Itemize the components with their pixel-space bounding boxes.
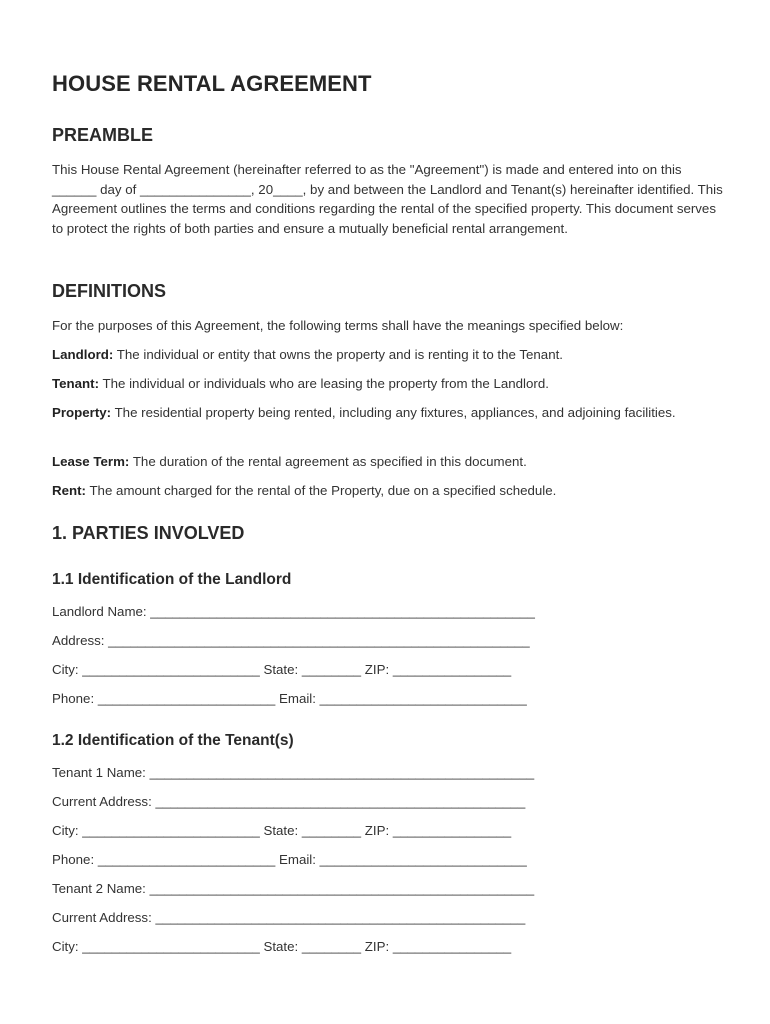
definition-tenant (52, 374, 724, 394)
landlord-city-state-zip-field[interactable]: City: ________________________ State: ________ ZIP: ________________ (52, 662, 512, 677)
definition-text: The residential property being rented, including any fixtures, appliances, and adjoining facilities. (111, 405, 676, 420)
definition-term: Tenant: (52, 376, 100, 391)
tenant2-address-field[interactable]: Current Address: __________________________________________________ (52, 910, 526, 925)
definition-rent (52, 481, 724, 501)
definition-text: The duration of the rental agreement as specified in this document. (129, 454, 527, 469)
definition-text: The individual or entity that owns the property and is renting it to the Tenant. (113, 347, 563, 362)
definition-lease-term (52, 452, 724, 472)
definitions-intro: For the purposes of this Agreement, the following terms shall have the meanings specified below: (52, 318, 624, 333)
tenant1-address-field[interactable]: Current Address: __________________________________________________ (52, 794, 526, 809)
definition-term: Landlord: (52, 347, 114, 362)
landlord-identification-heading: 1.1 Identification of the Landlord (52, 571, 292, 588)
preamble-heading: PREAMBLE (52, 125, 154, 145)
tenant2-city-state-zip-field[interactable]: City: ________________________ State: ________ ZIP: ________________ (52, 939, 512, 954)
definition-text: The amount charged for the rental of the Property, due on a specified schedule. (85, 483, 557, 498)
preamble-text: This House Rental Agreement (hereinafter referred to as the "Agreement") is made and entered into on this ______ day of _______________, 20____, by and between the Landlord and Tenant(s) hereinafter identified. This Agreement outlines the terms and conditions regarding the rental of the specified property. This document serves to protect the rights of both parties and ensure a mutually beneficial rental arrangement. (52, 162, 723, 236)
tenant2-name-field[interactable]: Tenant 2 Name: ____________________________________________________ (52, 881, 535, 896)
landlord-name-field[interactable]: Landlord Name: ____________________________________________________ (52, 604, 535, 619)
definition-term: Lease Term: (52, 454, 130, 469)
parties-heading: 1. PARTIES INVOLVED (52, 523, 245, 543)
definition-term: Rent: (52, 483, 86, 498)
landlord-address-field[interactable]: Address: _________________________________________________________ (52, 633, 530, 648)
definition-property (52, 403, 724, 423)
definition-term: Property: (52, 405, 112, 420)
tenant1-city-state-zip-field[interactable]: City: ________________________ State: ________ ZIP: ________________ (52, 823, 512, 838)
definition-landlord (52, 345, 724, 365)
landlord-phone-email-field[interactable]: Phone: ________________________ Email: ____________________________ (52, 691, 527, 706)
document-title: HOUSE RENTAL AGREEMENT (52, 71, 372, 96)
definitions-heading: DEFINITIONS (52, 281, 167, 301)
tenant1-phone-email-field[interactable]: Phone: ________________________ Email: ____________________________ (52, 852, 527, 867)
tenant-identification-heading: 1.2 Identification of the Tenant(s) (52, 732, 294, 749)
definition-text: The individual or individuals who are leasing the property from the Landlord. (99, 376, 549, 391)
tenant1-name-field[interactable]: Tenant 1 Name: ____________________________________________________ (52, 765, 535, 780)
